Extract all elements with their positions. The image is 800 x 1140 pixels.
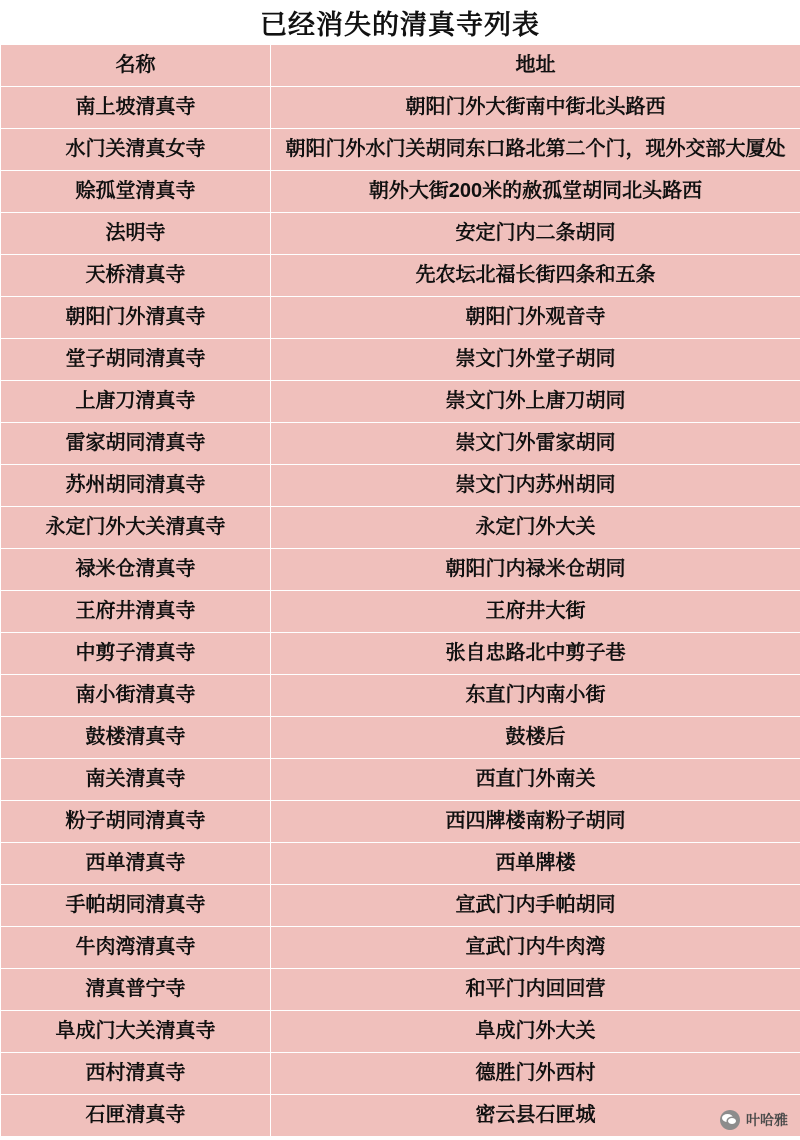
cell-mosque-name: 石匣清真寺 bbox=[1, 1095, 271, 1137]
cell-mosque-address: 王府井大街 bbox=[271, 591, 800, 633]
cell-mosque-name: 永定门外大关清真寺 bbox=[1, 507, 271, 549]
cell-mosque-address: 安定门内二条胡同 bbox=[271, 213, 800, 255]
cell-mosque-address: 朝阳门内禄米仓胡同 bbox=[271, 549, 800, 591]
table-row bbox=[1, 507, 800, 549]
mosque-table bbox=[0, 44, 800, 1137]
cell-mosque-address: 崇文门外上唐刀胡同 bbox=[271, 381, 800, 423]
cell-mosque-name: 王府井清真寺 bbox=[1, 591, 271, 633]
cell-mosque-name: 中剪子清真寺 bbox=[1, 633, 271, 675]
table-row bbox=[1, 927, 800, 969]
table-row bbox=[1, 1053, 800, 1095]
cell-mosque-name: 西单清真寺 bbox=[1, 843, 271, 885]
cell-mosque-address: 西四牌楼南粉子胡同 bbox=[271, 801, 800, 843]
page-title: 已经消失的清真寺列表 bbox=[260, 9, 540, 40]
table-row bbox=[1, 549, 800, 591]
cell-mosque-address: 宣武门内牛肉湾 bbox=[271, 927, 800, 969]
cell-mosque-name: 苏州胡同清真寺 bbox=[1, 465, 271, 507]
cell-mosque-name: 阜成门大关清真寺 bbox=[1, 1011, 271, 1053]
cell-mosque-name: 赊孤堂清真寺 bbox=[1, 171, 271, 213]
table-row bbox=[1, 423, 800, 465]
table-row bbox=[1, 213, 800, 255]
cell-mosque-name: 水门关清真女寺 bbox=[1, 129, 271, 171]
table-row bbox=[1, 801, 800, 843]
cell-mosque-name: 清真普宁寺 bbox=[1, 969, 271, 1011]
cell-mosque-name: 南小街清真寺 bbox=[1, 675, 271, 717]
cell-mosque-address: 西单牌楼 bbox=[271, 843, 800, 885]
cell-mosque-address: 崇文门外雷家胡同 bbox=[271, 423, 800, 465]
column-header-name: 名称 bbox=[1, 45, 271, 87]
cell-mosque-address: 鼓楼后 bbox=[271, 717, 800, 759]
cell-mosque-name: 堂子胡同清真寺 bbox=[1, 339, 271, 381]
cell-mosque-address: 东直门内南小街 bbox=[271, 675, 800, 717]
cell-mosque-name: 牛肉湾清真寺 bbox=[1, 927, 271, 969]
wechat-icon bbox=[720, 1110, 740, 1130]
cell-mosque-name: 西村清真寺 bbox=[1, 1053, 271, 1095]
cell-mosque-address: 朝阳门外观音寺 bbox=[271, 297, 800, 339]
cell-mosque-address: 密云县石匣城 bbox=[271, 1095, 800, 1137]
watermark-label: 叶哈雅 bbox=[746, 1112, 788, 1128]
table-row bbox=[1, 339, 800, 381]
column-header-address: 地址 bbox=[271, 45, 800, 87]
table-row bbox=[1, 969, 800, 1011]
cell-mosque-address: 朝阳门外水门关胡同东口路北第二个门，现外交部大厦处 bbox=[271, 129, 800, 171]
table-row bbox=[1, 465, 800, 507]
cell-mosque-address: 崇文门内苏州胡同 bbox=[271, 465, 800, 507]
cell-mosque-address: 德胜门外西村 bbox=[271, 1053, 800, 1095]
cell-mosque-name: 上唐刀清真寺 bbox=[1, 381, 271, 423]
cell-mosque-address: 张自忠路北中剪子巷 bbox=[271, 633, 800, 675]
cell-mosque-address: 西直门外南关 bbox=[271, 759, 800, 801]
table-row bbox=[1, 843, 800, 885]
cell-mosque-name: 法明寺 bbox=[1, 213, 271, 255]
cell-mosque-name: 朝阳门外清真寺 bbox=[1, 297, 271, 339]
cell-mosque-address: 朝外大街200米的赦孤堂胡同北头路西 bbox=[271, 171, 800, 213]
cell-mosque-name: 粉子胡同清真寺 bbox=[1, 801, 271, 843]
page-title-bar bbox=[0, 0, 800, 44]
cell-mosque-name: 禄米仓清真寺 bbox=[1, 549, 271, 591]
table-row bbox=[1, 381, 800, 423]
table-row bbox=[1, 297, 800, 339]
table-row bbox=[1, 87, 800, 129]
cell-mosque-address: 崇文门外堂子胡同 bbox=[271, 339, 800, 381]
table-row bbox=[1, 255, 800, 297]
table-row bbox=[1, 885, 800, 927]
table-row bbox=[1, 1011, 800, 1053]
table-row bbox=[1, 129, 800, 171]
watermark bbox=[720, 1110, 788, 1130]
table-row bbox=[1, 717, 800, 759]
table-row bbox=[1, 591, 800, 633]
cell-mosque-name: 南上坡清真寺 bbox=[1, 87, 271, 129]
table-row bbox=[1, 675, 800, 717]
cell-mosque-address: 宣武门内手帕胡同 bbox=[271, 885, 800, 927]
table-header-row bbox=[1, 45, 800, 87]
table-row bbox=[1, 633, 800, 675]
table-header bbox=[1, 45, 800, 87]
cell-mosque-name: 雷家胡同清真寺 bbox=[1, 423, 271, 465]
cell-mosque-address: 和平门内回回营 bbox=[271, 969, 800, 1011]
cell-mosque-name: 鼓楼清真寺 bbox=[1, 717, 271, 759]
cell-mosque-name: 手帕胡同清真寺 bbox=[1, 885, 271, 927]
table-row bbox=[1, 1095, 800, 1137]
table-row bbox=[1, 171, 800, 213]
cell-mosque-address: 阜成门外大关 bbox=[271, 1011, 800, 1053]
cell-mosque-name: 天桥清真寺 bbox=[1, 255, 271, 297]
table-row bbox=[1, 759, 800, 801]
cell-mosque-address: 先农坛北福长街四条和五条 bbox=[271, 255, 800, 297]
cell-mosque-name: 南关清真寺 bbox=[1, 759, 271, 801]
cell-mosque-address: 永定门外大关 bbox=[271, 507, 800, 549]
table-body bbox=[1, 87, 800, 1137]
cell-mosque-address: 朝阳门外大街南中街北头路西 bbox=[271, 87, 800, 129]
